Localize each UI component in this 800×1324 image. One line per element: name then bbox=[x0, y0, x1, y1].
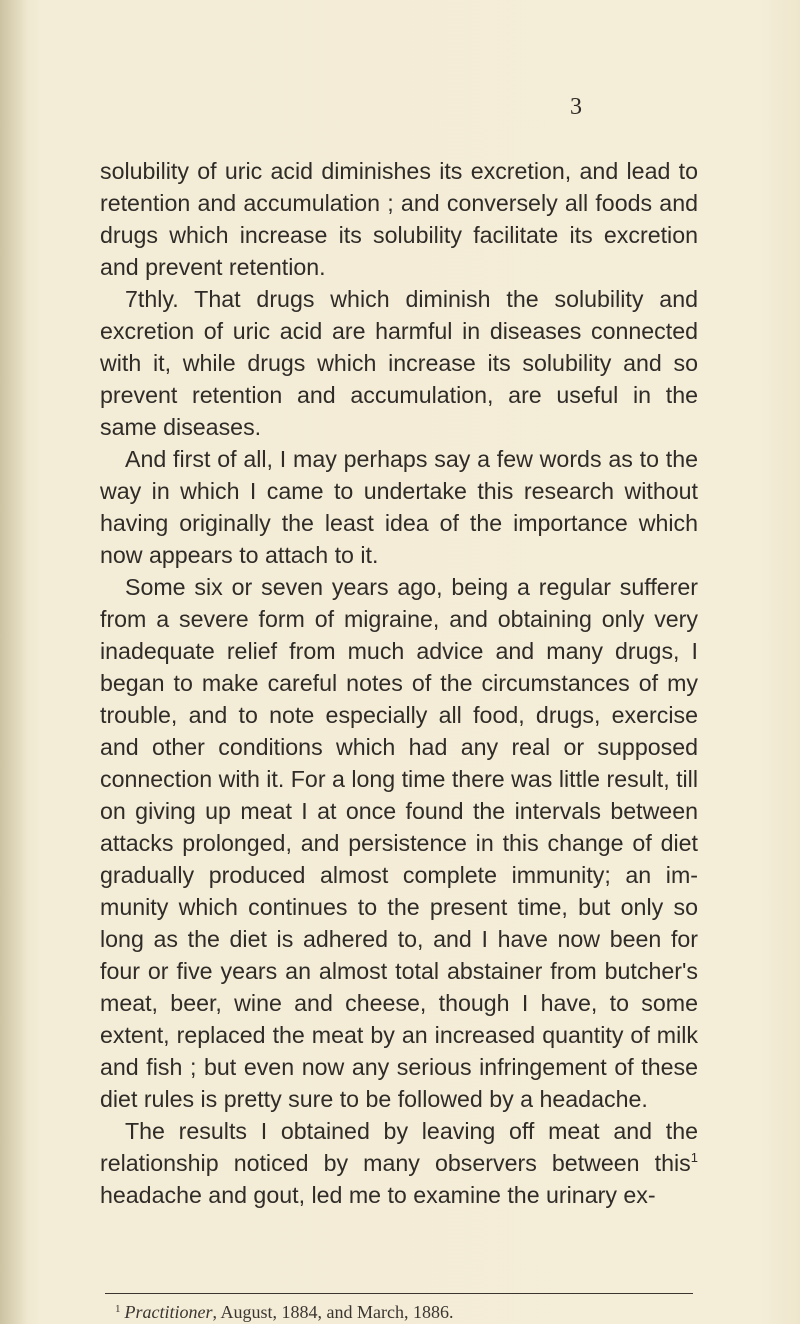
page-edge-shadow bbox=[0, 0, 28, 1324]
page-number: 3 bbox=[570, 94, 582, 120]
body-text bbox=[100, 155, 698, 1211]
paragraph-results-text-cont: headache and gout, led me to examine the urinary ex- bbox=[100, 1182, 656, 1208]
paragraph-seventhly: 7thly. That drugs which diminish the solubility and excretion of uric acid are harmful in diseases connected with it, while drugs which increase its solubility and so prevent retention and accumulation, are useful in the same diseases. bbox=[100, 286, 698, 440]
paragraph-first-of-all: And first of all, I may perhaps say a few words as to the way in which I came to undertake this research without having originally the least idea of the importance which now appears to attach to it. bbox=[100, 446, 698, 568]
footnote-mark: 1 bbox=[115, 1303, 121, 1315]
footnote-reference[interactable]: 1 bbox=[690, 1150, 698, 1165]
footnote-journal-title: Practitioner bbox=[124, 1302, 213, 1322]
paragraph-results bbox=[100, 1115, 698, 1211]
footnote-divider bbox=[105, 1293, 693, 1294]
paragraph-migraine: Some six or seven years ago, being a regular sufferer from a severe form of migraine, and obtaining only very inadequate relief from much advice and many drugs, I began to make careful notes of the circumstances of my trouble, and to note especially all food, drugs, exercise and other conditions which had any real or supposed connection with it. For a long time there was little result, till on giving up meat I at once found the intervals between attacks prolonged, and persistence in this change of diet gradually produced almost complete immunity; an im- munity which continues to the present time, but only so long as the diet is adhered to, and I have now been for four or five years an almost total abstainer from butcher's meat, beer, wine and cheese, though I have, to some extent, replaced the meat by an increased quantity of milk and fish ; but even now any serious infringement of these diet rules is pretty sure to be followed by a headache. bbox=[100, 574, 698, 1112]
paragraph-continuation: solubility of uric acid diminishes its excretion, and lead to retention and accumulation ; and conversely all foods and drugs which increase its solubility facilitate its excretion and prevent retention. bbox=[100, 158, 698, 280]
footnote bbox=[115, 1298, 453, 1323]
footnote-date: , August, 1884, and March, 1886. bbox=[212, 1302, 454, 1322]
paragraph-results-text: The results I obtained by leaving off meat and the relationship noticed by many observers between this bbox=[100, 1118, 698, 1176]
